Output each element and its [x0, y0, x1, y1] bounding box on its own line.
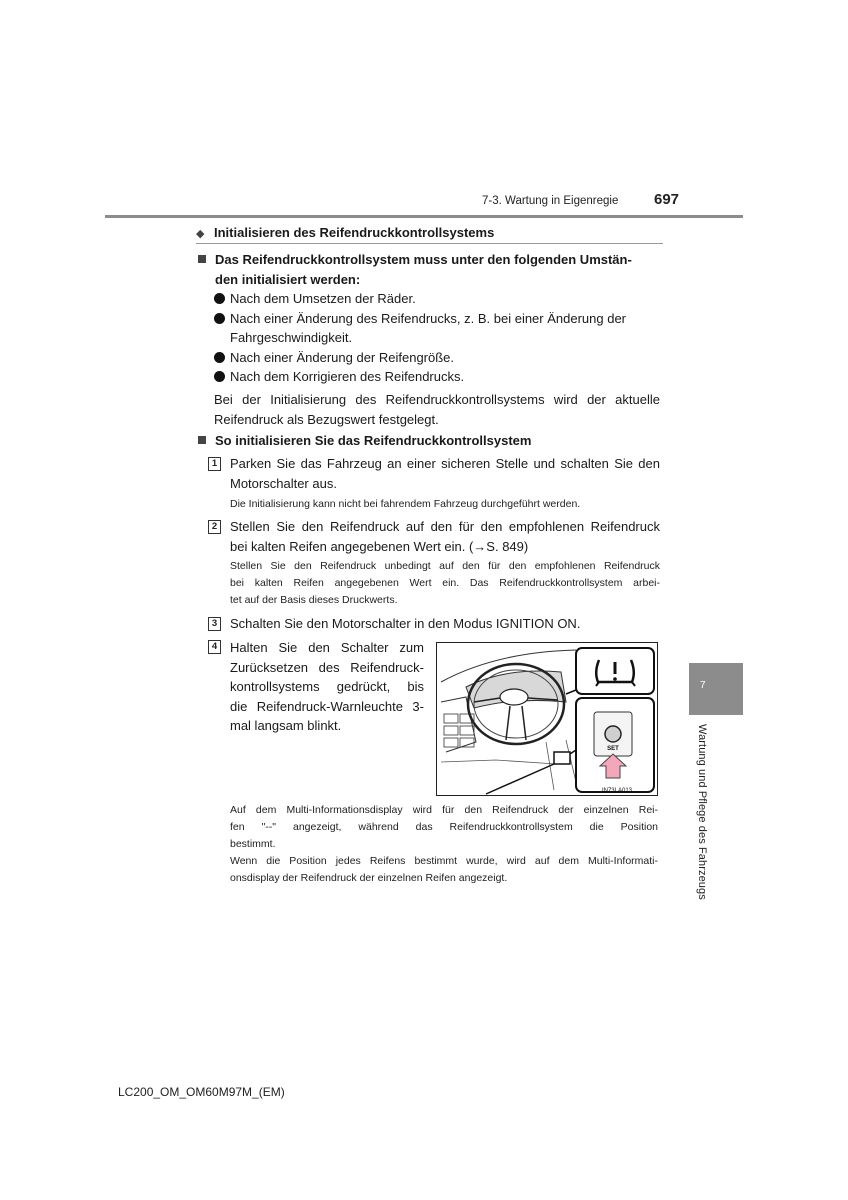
- final-note-line: onsdisplay der Reifendruck der einzelnen Reifen angezeigt.: [230, 872, 508, 884]
- step-4-line: mal langsam blinkt.: [230, 718, 342, 733]
- dashboard-illustration: [436, 642, 658, 796]
- figure-code: IN73LA013: [601, 788, 632, 794]
- step-1-text: [230, 454, 660, 493]
- final-note-line: fen "--" angezeigt, während das Reifendruckkontrollsystem die Position: [230, 821, 658, 833]
- step-number-3: 3: [208, 617, 221, 631]
- bullet-text: Nach dem Umsetzen der Räder.: [230, 291, 416, 306]
- step-2-note: [230, 558, 660, 609]
- step-2-line2: bei kalten Reifen angegebenen Wert ein. (→S. 849): [230, 538, 529, 554]
- square-bullet-icon: [198, 436, 206, 444]
- block1-heading-line2: den initialisiert werden:: [215, 271, 361, 287]
- step-number-1: 1: [208, 457, 221, 471]
- chapter-label: Wartung und Pflege des Fahrzeugs: [696, 724, 708, 900]
- step-1-line1: Parken Sie das Fahrzeug an einer sicheren Stelle und schalten Sie den: [230, 456, 660, 471]
- list-item: [214, 289, 660, 309]
- dashboard-figure: [436, 642, 658, 796]
- step-4-line: Zurücksetzen des Reifendruck-: [230, 659, 424, 675]
- chapter-tab: [689, 663, 743, 715]
- bullet-text: Nach einer Änderung der Reifengröße.: [230, 349, 455, 365]
- step-4-line: Halten Sie den Schalter zum: [230, 640, 424, 655]
- summary-line2: Reifendruck als Bezugswert festgelegt.: [214, 411, 439, 427]
- final-note-line: Wenn die Position jedes Reifens bestimmt wurde, wird auf dem Multi-Informati-: [230, 855, 658, 867]
- summary-line1: Bei der Initialisierung des Reifendruckkontrollsystems wird der aktuelle: [214, 392, 660, 407]
- list-item: [214, 367, 660, 387]
- step-2-text: [230, 517, 660, 556]
- bullet-dot-icon: [214, 352, 225, 363]
- set-button-label: SET: [607, 746, 619, 752]
- step-2-note-line1: Stellen Sie den Reifendruck unbedingt auf den für den empfohlenen Reifendruck: [230, 560, 660, 572]
- step-4-text: [230, 638, 424, 736]
- step-2-note-line3: tet auf der Basis dieses Druckwerts.: [230, 594, 398, 606]
- bullet-dot-icon: [214, 293, 225, 304]
- step-1-line2: Motorschalter aus.: [230, 475, 337, 491]
- section-title: [196, 225, 494, 240]
- bullet-text-cont: Fahrgeschwindigkeit.: [230, 330, 353, 345]
- list-item: [214, 309, 660, 329]
- square-bullet-icon: [198, 255, 206, 263]
- block1-bullet-list: [214, 289, 660, 387]
- header-rule: [105, 215, 743, 218]
- bullet-dot-icon: [214, 371, 225, 382]
- step-2-note-line2: bei kalten Reifen angegebenen Wert ein. Das Reifendruckkontrollsystem arbei-: [230, 577, 660, 589]
- final-note-line: Auf dem Multi-Informationsdisplay wird für den Reifendruck der einzelnen Rei-: [230, 804, 658, 816]
- bullet-dot-icon: [214, 313, 225, 324]
- footer-doc-code: LC200_OM_OM60M97M_(EM): [118, 1085, 285, 1099]
- step-2-line1: Stellen Sie den Reifendruck auf den für den empfohlenen Reifendruck: [230, 519, 660, 534]
- list-item: [214, 348, 660, 368]
- block1-heading: [198, 250, 660, 289]
- step-number-4: 4: [208, 640, 221, 654]
- step-4-line: die Reifendruck-Warnleuchte 3-: [230, 698, 424, 714]
- page-number: 697: [654, 191, 680, 208]
- bullet-text: Nach dem Korrigieren des Reifendrucks.: [230, 369, 465, 384]
- final-note-line: bestimmt.: [230, 838, 276, 850]
- section-rule: [196, 243, 663, 244]
- header-section-title: 7-3. Wartung in Eigenregie: [482, 195, 619, 207]
- block2-heading: [198, 431, 531, 451]
- section-title-text: Initialisieren des Reifendruckkontrollsystems: [214, 225, 495, 240]
- bullet-text: Nach einer Änderung des Reifendrucks, z. B. bei einer Änderung der: [230, 310, 627, 326]
- final-note: [230, 802, 658, 887]
- chapter-number: 7: [700, 680, 706, 691]
- step-4-line: kontrollsystems gedrückt, bis: [230, 679, 424, 694]
- step-3-text: Schalten Sie den Motorschalter in den Modus IGNITION ON.: [230, 616, 581, 631]
- block2-heading-text: So initialisieren Sie das Reifendruckkontrollsystem: [215, 433, 532, 448]
- block1-summary: [214, 390, 660, 429]
- block1-heading-line1: Das Reifendruckkontrollsystem muss unter den folgenden Umstän-: [215, 252, 632, 267]
- step-number-2: 2: [208, 520, 221, 534]
- step-1-note: Die Initialisierung kann nicht bei fahrendem Fahrzeug durchgeführt werden.: [230, 498, 581, 510]
- diamond-icon: ◆: [196, 228, 205, 240]
